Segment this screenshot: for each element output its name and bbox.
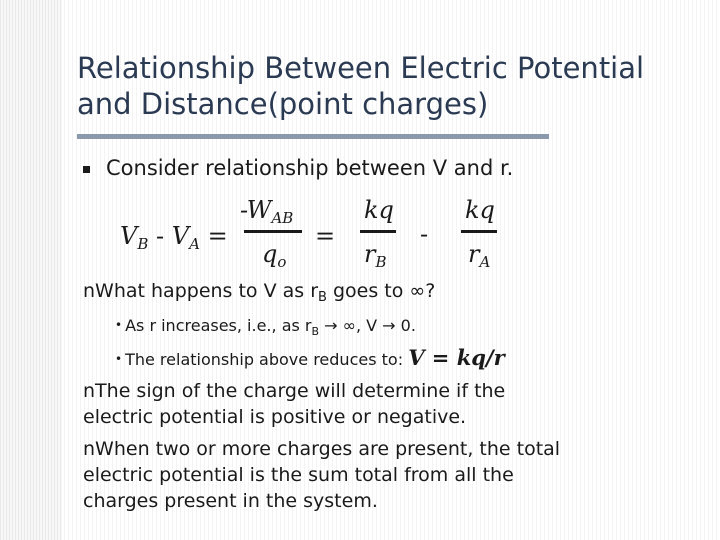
title-line-1: Relationship Between Electric Potential xyxy=(77,51,645,85)
eq-frac1-numerator xyxy=(240,196,293,227)
fraction-bar-2 xyxy=(360,230,396,233)
sub-bullet-1-sub: B xyxy=(311,325,320,338)
eq-den1-sub: o xyxy=(277,253,287,271)
bullet-marker: n xyxy=(83,280,96,302)
what-happens-line xyxy=(83,278,435,311)
sub-bullet-1-post: → ∞, V → 0. xyxy=(319,316,416,335)
dot-bullet-icon: • xyxy=(115,318,123,332)
bullet-marker: n xyxy=(83,380,96,402)
para-sum-line-2: electric potential is the sum total from all the xyxy=(83,464,514,486)
eq-minus: - xyxy=(156,222,165,250)
what-happens-post: goes to ∞? xyxy=(326,280,436,302)
eq-den2: r xyxy=(364,240,376,268)
left-margin-band xyxy=(0,0,62,540)
sub-bullet-2-text: The relationship above reduces to: xyxy=(125,350,404,369)
eq-frac2-numerator: kq xyxy=(364,196,394,224)
square-bullet-icon xyxy=(83,166,90,173)
eq-num1-sub: AB xyxy=(271,209,294,227)
title-line-2: and Distance(point charges) xyxy=(77,87,489,121)
eq-frac3-numerator: kq xyxy=(465,196,495,224)
fraction-bar-3 xyxy=(461,230,497,233)
title-underline xyxy=(77,134,549,139)
eq-den2-sub: B xyxy=(375,253,387,271)
eq-equals-2: = xyxy=(315,222,336,250)
para-sum-line-1: When two or more charges are present, the total xyxy=(95,438,561,460)
eq-sub-a: A xyxy=(189,235,200,253)
reduced-formula: V = kq/r xyxy=(408,345,505,370)
sub-bullet-1 xyxy=(115,312,416,345)
para-sign-line-2: electric potential is positive or negative. xyxy=(83,406,467,428)
para-sum-line-3: charges present in the system. xyxy=(83,490,378,512)
eq-equals-1: = xyxy=(207,222,228,250)
what-happens-sub: B xyxy=(318,290,327,305)
what-happens-text: What happens to V as r xyxy=(95,280,319,302)
paragraph-sum xyxy=(83,436,560,514)
eq-v-b: V xyxy=(120,222,138,250)
fraction-bar-1 xyxy=(244,230,302,233)
eq-minus-2: - xyxy=(420,220,429,248)
slide-title xyxy=(77,50,712,122)
eq-frac3-denominator xyxy=(468,240,490,271)
sub-bullet-2 xyxy=(115,345,505,373)
eq-den1: q xyxy=(262,240,278,268)
eq-den3-sub: A xyxy=(479,253,491,271)
bullet-marker: n xyxy=(83,438,96,460)
bullet-intro-text: Consider relationship between V and r. xyxy=(106,156,514,180)
eq-v-a: V xyxy=(171,222,190,250)
eq-den3: r xyxy=(468,240,480,268)
eq-frac1-denominator xyxy=(262,240,286,271)
paragraph-sign xyxy=(83,378,505,430)
eq-frac2-denominator xyxy=(364,240,387,271)
para-sign-line-1: The sign of the charge will determine if the xyxy=(95,380,506,402)
equation-lhs xyxy=(120,222,228,253)
eq-num1: -W xyxy=(240,196,272,224)
dot-bullet-icon: • xyxy=(115,352,123,366)
sub-bullet-1-text: As r increases, i.e., as r xyxy=(125,316,312,335)
eq-sub-b: B xyxy=(137,235,149,253)
